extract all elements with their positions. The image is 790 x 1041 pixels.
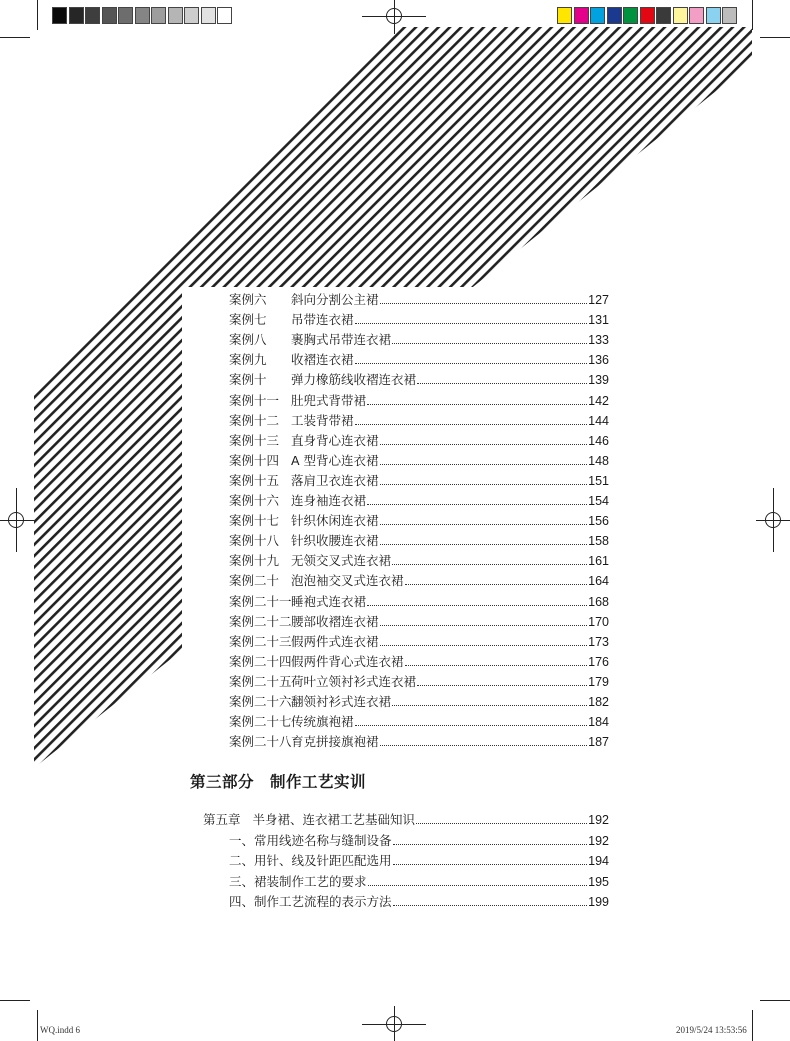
gray-swatch [201, 7, 216, 24]
dot-leader [368, 885, 588, 886]
section-page: 194 [588, 854, 609, 869]
case-page: 151 [588, 473, 609, 488]
case-label: 案例十 [229, 372, 267, 388]
chapter-page: 192 [588, 813, 609, 827]
toc-case-row[interactable] [229, 288, 609, 308]
case-label: 案例十九 [229, 553, 280, 569]
toc-case-row[interactable] [229, 730, 609, 750]
toc-case-row[interactable] [229, 610, 609, 630]
dot-leader [380, 524, 588, 525]
case-label: 案例十一 [229, 392, 280, 408]
dot-leader [380, 544, 588, 545]
toc-case-row[interactable] [229, 389, 609, 409]
case-title: 吊带连衣裙 [291, 312, 354, 328]
dot-leader [380, 484, 588, 485]
part-heading [190, 770, 366, 792]
gray-swatch [151, 7, 166, 24]
crop-mark [0, 1000, 30, 1001]
toc-case-row[interactable] [229, 630, 609, 650]
case-title: 腰部收褶连衣裙 [291, 613, 379, 629]
case-title: 假两件背心式连衣裙 [291, 653, 404, 669]
toc-case-row[interactable] [229, 348, 609, 368]
case-label: 案例七 [229, 312, 267, 328]
case-page: 133 [588, 333, 609, 348]
dot-leader [405, 665, 588, 666]
dot-leader [405, 584, 588, 585]
section-title: 四、制作工艺流程的表示方法 [229, 893, 392, 909]
gray-swatch [135, 7, 150, 24]
case-page: 156 [588, 514, 609, 529]
case-page: 164 [588, 574, 609, 589]
case-label: 案例十四 [229, 452, 280, 468]
crop-mark [752, 1010, 753, 1041]
case-title: 斜向分割公主裙 [291, 292, 379, 307]
dot-leader [417, 383, 587, 384]
case-page: 173 [588, 634, 609, 649]
toc-case-row[interactable] [229, 509, 609, 529]
section-title: 一、常用线迹名称与缝制设备 [229, 833, 392, 848]
case-page: 187 [588, 735, 609, 750]
case-page: 158 [588, 534, 609, 549]
color-swatch [673, 7, 688, 24]
dot-leader [417, 685, 587, 686]
gray-swatch [69, 7, 84, 24]
case-page: 161 [588, 554, 609, 569]
case-title: A 型背心连衣裙 [291, 452, 379, 468]
case-title: 针织收腰连衣裙 [291, 533, 379, 549]
case-label: 案例十六 [229, 493, 280, 508]
crop-mark [37, 1010, 38, 1041]
crop-mark [0, 37, 30, 38]
toc-case-row[interactable] [229, 670, 609, 690]
dot-leader [416, 823, 587, 824]
case-page: 184 [588, 715, 609, 730]
toc-case-row[interactable] [229, 710, 609, 730]
toc-section-row[interactable] [229, 849, 609, 869]
dot-leader [393, 905, 588, 906]
registration-mark-top [386, 8, 402, 24]
dot-leader [367, 404, 587, 405]
gray-swatch [217, 7, 232, 24]
case-title: 弹力橡筋线收褶连衣裙 [291, 372, 417, 388]
dot-leader [393, 844, 588, 845]
toc-case-row[interactable] [229, 489, 609, 509]
color-swatch [574, 7, 589, 24]
case-page: 136 [588, 353, 609, 368]
case-title: 育克拼接旗袍裙 [291, 734, 379, 750]
crop-mark [752, 0, 753, 30]
case-page: 179 [588, 674, 609, 689]
case-title: 荷叶立领衬衫式连衣裙 [291, 673, 417, 689]
toc-section-row[interactable] [229, 829, 609, 849]
case-title: 肚兜式背带裙 [291, 392, 367, 408]
case-title: 假两件式连衣裙 [291, 633, 379, 649]
registration-mark-right [765, 512, 781, 528]
gray-swatch [168, 7, 183, 24]
toc-case-row[interactable] [229, 368, 609, 388]
case-page: 168 [588, 594, 609, 609]
case-label: 案例二十五 [229, 673, 292, 689]
dot-leader [367, 504, 587, 505]
case-title: 翻领衬衫式连衣裙 [291, 694, 392, 709]
case-page: 154 [588, 494, 609, 508]
chapter-label: 第五章 [203, 812, 241, 827]
color-swatch [607, 7, 622, 24]
section-title: 三、裙装制作工艺的要求 [229, 873, 367, 889]
color-swatch [722, 7, 737, 24]
case-page: 127 [588, 293, 609, 307]
dot-leader [392, 343, 587, 344]
dot-leader [355, 363, 588, 364]
case-page: 148 [588, 453, 609, 468]
dot-leader [393, 864, 588, 865]
dot-leader [380, 464, 588, 465]
color-swatch [640, 7, 655, 24]
toc-case-row[interactable] [229, 308, 609, 328]
color-swatch [590, 7, 605, 24]
case-title: 针织休闲连衣裙 [291, 513, 379, 529]
dot-leader [367, 605, 587, 606]
toc-case-row[interactable] [229, 449, 609, 469]
dot-leader [392, 705, 587, 706]
section-title: 二、用针、线及针距匹配选用 [229, 853, 392, 869]
dot-leader [380, 645, 588, 646]
registration-mark-left [8, 512, 24, 528]
case-page: 176 [588, 654, 609, 669]
case-title: 直身背心连衣裙 [291, 432, 379, 448]
case-label: 案例八 [229, 332, 267, 348]
gray-swatch [184, 7, 199, 24]
toc-case-row[interactable] [229, 328, 609, 348]
toc-case-row[interactable] [229, 569, 609, 589]
toc-section-row[interactable] [229, 890, 609, 910]
part-title: 制作工艺实训 [270, 773, 367, 791]
case-label: 案例二十一 [229, 593, 292, 609]
case-page: 142 [588, 393, 609, 408]
gray-swatch [52, 7, 67, 24]
gray-swatch [118, 7, 133, 24]
case-label: 案例十二 [229, 412, 280, 428]
case-page: 146 [588, 433, 609, 448]
color-swatch [557, 7, 572, 24]
crop-mark [760, 37, 790, 38]
crop-mark [37, 0, 38, 30]
case-page: 144 [588, 413, 609, 428]
toc-case-row[interactable] [229, 469, 609, 489]
case-label: 案例十五 [229, 472, 280, 488]
color-swatch [656, 7, 671, 24]
case-label: 案例二十四 [229, 653, 292, 669]
toc-case-row[interactable] [229, 409, 609, 429]
dot-leader [355, 424, 588, 425]
toc-case-row[interactable] [229, 529, 609, 549]
color-swatch [689, 7, 704, 24]
part-label: 第三部分 [190, 773, 255, 791]
section-page: 195 [588, 874, 609, 889]
color-swatch [706, 7, 721, 24]
case-label: 案例十三 [229, 432, 280, 448]
case-label: 案例二十三 [229, 633, 292, 649]
dot-leader [380, 745, 588, 746]
toc-case-row[interactable] [229, 549, 609, 569]
dot-leader [380, 303, 588, 304]
dot-leader [355, 323, 588, 324]
case-label: 案例十八 [229, 533, 280, 549]
case-title: 连身袖连衣裙 [291, 493, 367, 508]
case-label: 案例九 [229, 352, 267, 368]
section-page: 199 [588, 894, 609, 909]
toc-section-row[interactable] [229, 870, 609, 890]
case-label: 案例二十八 [229, 734, 292, 750]
case-title: 收褶连衣裙 [291, 352, 354, 368]
case-title: 落肩卫衣连衣裙 [291, 472, 379, 488]
case-title: 无领交叉式连衣裙 [291, 553, 392, 569]
case-title: 工装背带裙 [291, 412, 354, 428]
case-label: 案例十七 [229, 513, 280, 529]
dot-leader [380, 625, 588, 626]
gray-swatch [102, 7, 117, 24]
case-label: 案例二十二 [229, 613, 292, 629]
dot-leader [355, 725, 588, 726]
case-title: 传统旗袍裙 [291, 714, 354, 730]
case-page: 139 [588, 373, 609, 388]
chapter-title: 半身裙、连衣裙工艺基础知识 [252, 812, 416, 827]
case-page: 182 [588, 695, 609, 709]
section-page: 192 [588, 834, 609, 848]
case-label: 案例六 [229, 292, 267, 307]
case-title: 泡泡袖交叉式连衣裙 [291, 573, 404, 589]
case-title: 睡袍式连衣裙 [291, 593, 367, 609]
case-page: 131 [588, 313, 609, 328]
crop-mark [760, 1000, 790, 1001]
dot-leader [380, 444, 588, 445]
toc-case-row[interactable] [229, 690, 609, 710]
slug-file: WQ.indd 6 [40, 1025, 80, 1035]
toc-case-row[interactable] [229, 650, 609, 670]
toc-case-row[interactable] [229, 429, 609, 449]
case-label: 案例二十 [229, 573, 280, 589]
slug-timestamp: 2019/5/24 13:53:56 [676, 1025, 747, 1035]
toc-case-row[interactable] [229, 590, 609, 610]
case-label: 案例二十七 [229, 714, 292, 730]
case-page: 170 [588, 614, 609, 629]
case-label: 案例二十六 [229, 694, 292, 709]
chapter-row[interactable] [203, 808, 609, 828]
gray-swatch [85, 7, 100, 24]
registration-mark-bottom [386, 1016, 402, 1032]
color-swatch [623, 7, 638, 24]
case-title: 裹胸式吊带连衣裙 [291, 332, 392, 348]
dot-leader [392, 564, 587, 565]
